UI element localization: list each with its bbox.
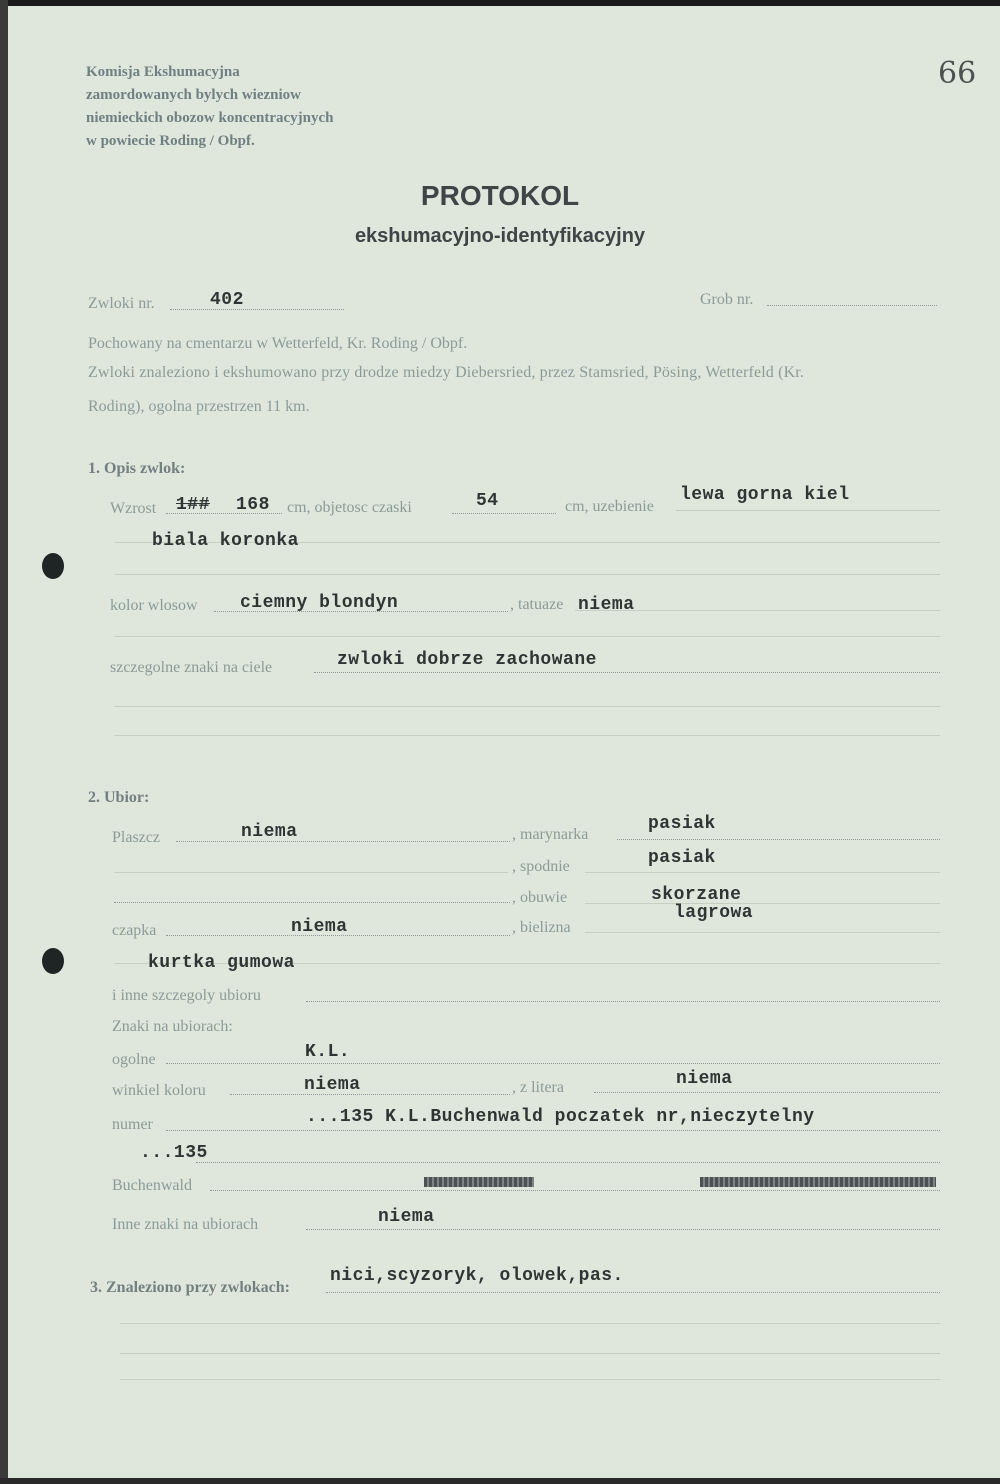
section-2-heading: 2. Ubior: (88, 789, 150, 806)
obuwie-value: skorzane (651, 885, 742, 905)
blank-line (114, 735, 940, 736)
ogolne-label: ogolne (112, 1051, 156, 1068)
blank-line (114, 872, 508, 873)
litera-label: , z litera (512, 1079, 564, 1096)
blank-line (114, 574, 940, 575)
numer-label: numer (112, 1116, 153, 1133)
winkiel-label: winkiel koloru (112, 1082, 206, 1099)
scan-edge-top (0, 0, 1000, 6)
obuwie-label: , obuwie (512, 889, 568, 906)
blank-line (114, 706, 940, 707)
page-number: 66 (938, 56, 977, 91)
marynarka-label: , marynarka (512, 826, 589, 843)
overtyped-stamp (424, 1177, 534, 1187)
spodnie-value: pasiak (648, 848, 716, 868)
numer-cont-dotted-line (196, 1162, 940, 1163)
bielizna-label: , bielizna (512, 919, 571, 936)
inne-znaki-dotted-line (306, 1229, 940, 1230)
zwloki-dotted-line (170, 309, 344, 310)
znaki-ciala-label: szczegolne znaki na ciele (110, 659, 273, 676)
ogolne-value: K.L. (305, 1042, 351, 1062)
grob-label: Grob nr. (700, 291, 754, 308)
wzrost-struck: 1## (176, 495, 210, 515)
uzebienie-label: cm, uzebienie (565, 498, 654, 515)
wlosy-value: ciemny blondyn (240, 593, 399, 613)
czapka-value: niema (291, 917, 348, 937)
znaki-ciala-dotted-line (314, 672, 940, 673)
org-line-1: Komisja Ekshumacyjna (86, 64, 240, 80)
litera-dotted-line (594, 1092, 940, 1093)
buchenwald-label: Buchenwald (112, 1177, 192, 1194)
wzrost-label: Wzrost (110, 500, 157, 517)
czaszka-dotted-line (452, 513, 556, 514)
inne-znaki-label: Inne znaki na ubiorach (112, 1216, 259, 1233)
document-subtitle: ekshumacyjno-identyfikacyjny (354, 225, 646, 247)
marynarka-value: pasiak (648, 814, 716, 834)
marynarka-dotted-line (617, 839, 940, 840)
org-line-3: niemieckich obozow koncentracyjnych (86, 110, 334, 126)
grob-dotted-line (767, 305, 937, 306)
numer-cont-value: ...135 (140, 1143, 208, 1163)
wlosy-label: kolor wlosow (110, 597, 198, 614)
blank-dotted-line (114, 902, 510, 903)
scan-edge-left (0, 0, 8, 1484)
litera-value: niema (676, 1069, 733, 1089)
obuwie-line (585, 903, 940, 904)
numer-value: ...135 K.L.Buchenwald poczatek nr,nieczytelny (306, 1107, 815, 1127)
document-title: PROTOKOL (420, 180, 580, 211)
buchenwald-dotted-line (210, 1190, 940, 1191)
section-3-value: nici,scyzoryk, olowek,pas. (330, 1266, 624, 1286)
czapka-label: czapka (112, 922, 157, 939)
tatuaze-value: niema (578, 595, 635, 615)
blank-line (114, 636, 940, 637)
numer-dotted-line (166, 1130, 940, 1131)
punch-hole-top (42, 553, 64, 579)
blank-line (120, 1353, 940, 1354)
uzebienie-cont-value: biala koronka (152, 531, 299, 551)
tatuaze-label: , tatuaze (510, 596, 564, 613)
blank-line (120, 1379, 940, 1380)
wzrost-value: 168 (236, 495, 270, 515)
plaszcz-value: niema (241, 822, 298, 842)
cm-objetosc-label: cm, objetosc czaski (287, 499, 412, 516)
bielizna-line (585, 932, 940, 933)
section-1-heading: 1. Opis zwlok: (88, 460, 186, 477)
uzebienie-line (676, 510, 940, 511)
intro-line-1: Pochowany na cmentarzu w Wetterfeld, Kr. Roding / Obpf. (88, 335, 468, 352)
inne-szczegoly-label: i inne szczegoly ubioru (112, 987, 261, 1004)
inne-znaki-value: niema (378, 1207, 435, 1227)
spodnie-line (585, 872, 940, 873)
intro-line-3: Roding), ogolna przestrzen 11 km. (88, 398, 310, 415)
uzebienie-value: lewa gorna kiel (680, 485, 850, 505)
znaki-ubiorach-heading: Znaki na ubiorach: (112, 1018, 233, 1035)
scan-edge-bottom (0, 1478, 1000, 1484)
zwloki-value: 402 (210, 290, 244, 310)
punch-hole-bottom (42, 948, 64, 974)
plaszcz-dotted-line (176, 841, 510, 842)
spodnie-label: , spodnie (512, 858, 570, 875)
section-3-heading: 3. Znaleziono przy zwlokach: (90, 1279, 290, 1296)
znaki-ciala-value: zwloki dobrze zachowane (337, 650, 597, 670)
ogolne-dotted-line (166, 1063, 940, 1064)
winkiel-dotted-line (230, 1094, 510, 1095)
winkiel-value: niema (304, 1075, 361, 1095)
plaszcz-label: Plaszcz (112, 829, 160, 846)
section-3-dotted-line (326, 1292, 940, 1293)
kurtka-value: kurtka gumowa (148, 953, 295, 973)
blank-line (120, 1323, 940, 1324)
org-line-4: w powiecie Roding / Obpf. (86, 133, 255, 149)
intro-line-2: Zwloki znaleziono i ekshumowano przy drodze miedzy Diebersried, przez Stamsried, Pösing, Wetterfeld (Kr. (88, 364, 805, 381)
inne-szczegoly-dotted-line (306, 1001, 940, 1002)
zwloki-label: Zwloki nr. (88, 295, 155, 312)
overtyped-stamp (700, 1177, 936, 1187)
bielizna-value: lagrowa (674, 903, 754, 923)
org-line-2: zamordowanych bylych wiezniow (86, 87, 301, 103)
czaszka-value: 54 (476, 491, 499, 511)
